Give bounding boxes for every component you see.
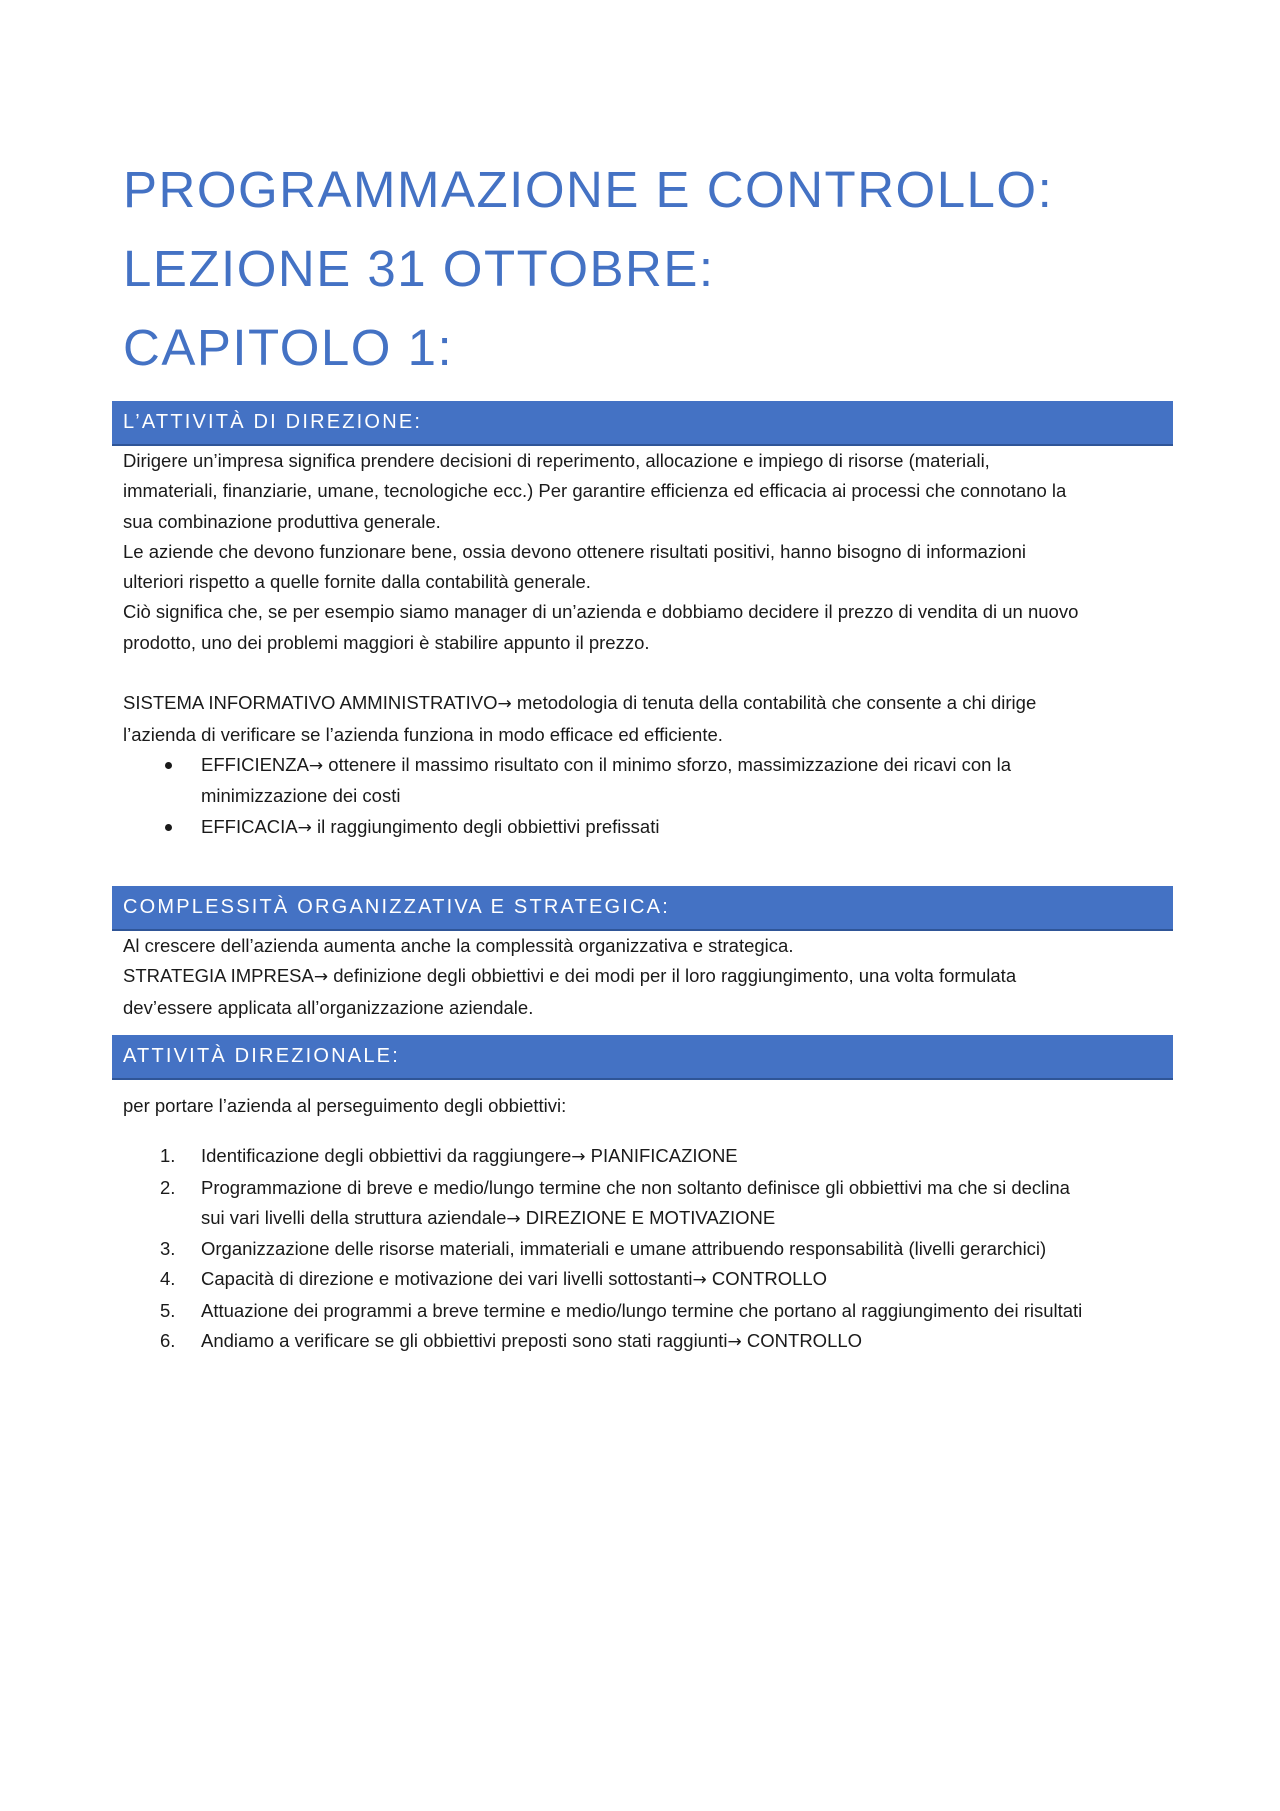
section-heading-complessita (112, 886, 1173, 931)
definition-sistema (123, 688, 1183, 719)
title-line-2: LEZIONE 31 OTTOBRE: (123, 240, 715, 297)
list-item (123, 1173, 1183, 1235)
term: EFFICACIA (201, 815, 298, 837)
paragraph-line: per portare l’azienda al perseguimento degli obbiettivi: (123, 1095, 567, 1116)
section-heading-direzionale (112, 1035, 1173, 1080)
paragraph-line: Dirigere un’impresa significa prendere decisioni di reperimento, allocazione e impiego di risorse (materiali, (123, 450, 990, 471)
arrow-right-icon: → (692, 1270, 707, 1291)
paragraph-line: prodotto, uno dei problemi maggiori è stabilire appunto il prezzo. (123, 631, 650, 653)
list-item-text: Identificazione degli obbiettivi da raggiungere (201, 1145, 572, 1167)
list-item (123, 1141, 1183, 1172)
list-number: 2. (160, 1176, 176, 1198)
arrow-right-icon: → (308, 755, 324, 776)
list-item (123, 750, 1183, 812)
list-item (123, 1234, 1183, 1264)
list-item (123, 1264, 1183, 1295)
arrow-right-icon: → (727, 1332, 742, 1353)
arrow-right-icon: → (571, 1147, 586, 1168)
list-number: 6. (160, 1330, 176, 1352)
term: EFFICIENZA (201, 753, 309, 775)
arrow-right-icon: → (497, 694, 512, 715)
term: STRATEGIA IMPRESA (123, 965, 314, 987)
document-title (123, 150, 1173, 387)
bullet-icon (165, 762, 172, 769)
list-item-tail: CONTROLLO (741, 1330, 863, 1352)
section-body-direzionale (123, 1091, 1183, 1357)
list-item (123, 1296, 1183, 1326)
list-number: 1. (160, 1145, 176, 1167)
arrow-right-icon: → (313, 967, 329, 988)
paragraph-line: sua combinazione produttiva generale. (123, 510, 441, 532)
list-item-text: Capacità di direzione e motivazione dei vari livelli sottostanti (201, 1268, 693, 1290)
list-number: 3. (160, 1238, 176, 1260)
list-item-text: Organizzazione delle risorse materiali, immateriali e umane attribuendo responsabilità (livelli gerarchici) (201, 1238, 1047, 1260)
section-body-complessita (123, 931, 1183, 1023)
paragraph-line: ulteriori rispetto a quelle fornite dalla contabilità generale. (123, 571, 591, 593)
definition-strategia (123, 961, 1183, 992)
term: SISTEMA INFORMATIVO AMMINISTRATIVO (123, 692, 498, 714)
definition-text: minimizzazione dei costi (201, 785, 401, 807)
paragraph-line: Le aziende che devono funzionare bene, ossia devono ottenere risultati positivi, hanno bisogno di informazioni (123, 540, 1026, 562)
paragraph-line: dev’essere applicata all’organizzazione aziendale. (123, 996, 534, 1018)
definition-text: definizione degli obbiettivi e dei modi per il loro raggiungimento, una volta formulata (328, 965, 1017, 987)
title-line-3: CAPITOLO 1: (123, 319, 454, 376)
blank-line (123, 658, 1183, 688)
section-body-direzione (123, 446, 1183, 843)
list-item (123, 1326, 1183, 1357)
list-number: 4. (160, 1268, 176, 1290)
definition-text: metodologia di tenuta della contabilità che consente a chi dirige (511, 692, 1037, 714)
definition-text: il raggiungimento degli obbiettivi prefissati (311, 815, 660, 837)
definition-text: ottenere il massimo risultato con il minimo sforzo, massimizzazione dei ricavi con la (323, 753, 1011, 775)
paragraph-line: Ciò significa che, se per esempio siamo manager di un’azienda e dobbiamo decidere il prezzo di vendita di un nuovo (123, 601, 1079, 623)
list-item (123, 812, 1183, 843)
section-heading-label: COMPLESSITÀ ORGANIZZATIVA E STRATEGICA: (123, 896, 670, 918)
paragraph-line: l’azienda di verificare se l’azienda funziona in modo efficace ed efficiente. (123, 723, 723, 745)
list-item-tail: CONTROLLO (706, 1268, 828, 1290)
list-item-tail: PIANIFICAZIONE (585, 1145, 738, 1167)
section-heading-label: ATTIVITÀ DIREZIONALE: (123, 1045, 400, 1067)
blank-line (123, 1121, 1183, 1141)
section-heading-direzione (112, 401, 1173, 446)
arrow-right-icon: → (506, 1208, 521, 1229)
list-number: 5. (160, 1299, 176, 1321)
bullet-icon (165, 824, 172, 831)
section-heading-label: L’ATTIVITÀ DI DIREZIONE: (123, 411, 423, 433)
paragraph-line: immateriali, finanziarie, umane, tecnologiche ecc.) Per garantire efficienza ed efficacia ai processi che connotano la (123, 480, 1067, 502)
list-item-tail: DIREZIONE E MOTIVAZIONE (520, 1206, 776, 1228)
arrow-right-icon: → (297, 817, 312, 838)
list-item-text: sui vari livelli della struttura aziendale (201, 1206, 507, 1228)
paragraph-line: Al crescere dell’azienda aumenta anche la complessità organizzativa e strategica. (123, 935, 794, 956)
list-item-text: Andiamo a verificare se gli obbiettivi preposti sono stati raggiunti (201, 1330, 728, 1352)
list-item-text: Attuazione dei programmi a breve termine e medio/lungo termine che portano al raggiungimento dei risultati (201, 1299, 1083, 1321)
title-line-1: PROGRAMMAZIONE E CONTROLLO: (123, 161, 1054, 218)
list-item-text: Programmazione di breve e medio/lungo termine che non soltanto definisce gli obbiettivi ma che si declina (201, 1176, 1070, 1198)
